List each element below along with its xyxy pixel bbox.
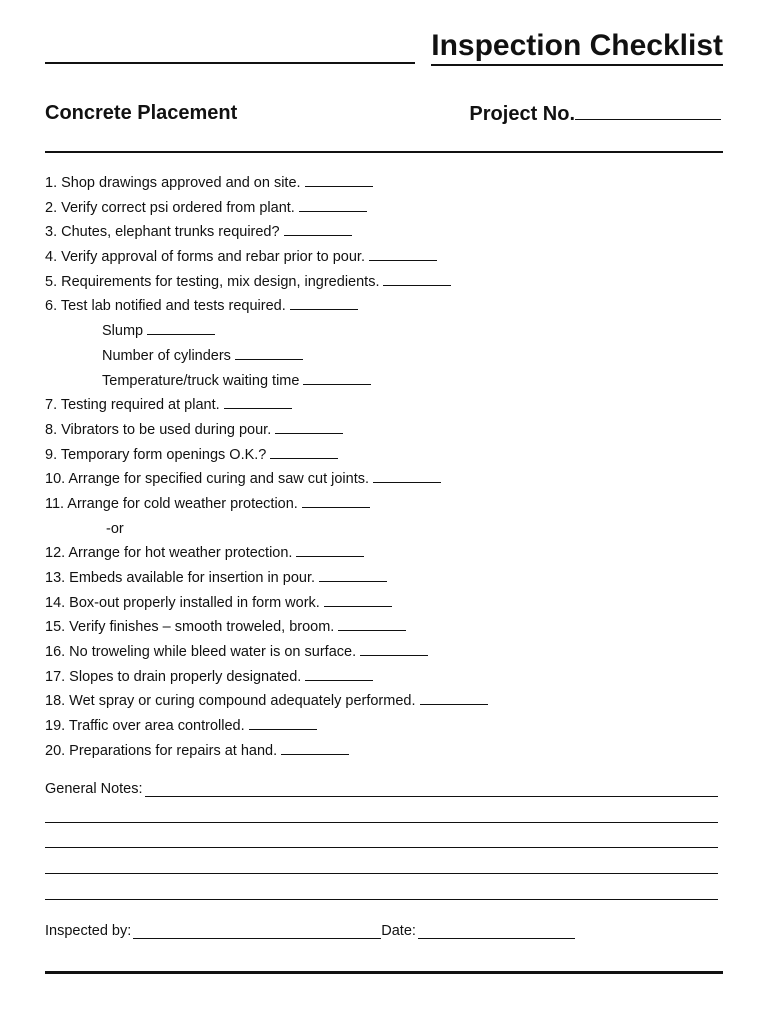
checklist-or-label [45,517,488,542]
checklist-item [45,245,488,270]
checklist-blank[interactable] [299,197,367,212]
checklist-blank[interactable] [383,271,451,286]
project-number-field[interactable] [469,101,721,126]
checklist-blank[interactable] [373,468,441,483]
checklist-item [45,541,488,566]
checklist-item [45,294,488,319]
checklist-item-text: Slump [102,323,144,340]
checklist-blank[interactable] [303,370,371,385]
checklist-item-text: 20. Preparations for repairs at hand. [45,742,278,759]
checklist-item [45,689,488,714]
checklist-item-text: 4. Verify approval of forms and rebar prior to pour. [45,249,365,266]
checklist-item-text: 7. Testing required at plant. [45,397,220,414]
title-row [45,28,723,66]
checklist-blank[interactable] [420,690,488,705]
checklist-item [45,196,488,221]
general-notes-section [45,777,718,900]
checklist-item-text: 6. Test lab notified and tests required. [45,298,286,315]
checklist-blank[interactable] [305,666,373,681]
checklist-item [45,467,488,492]
title-underline [45,62,415,64]
project-number-label: Project No. [469,103,575,125]
checklist-item [45,591,488,616]
checklist-item [45,665,488,690]
checklist-item [45,739,488,764]
checklist-item [45,344,488,369]
general-notes-label: General Notes: [45,781,143,797]
checklist-item [45,640,488,665]
checklist-blank[interactable] [284,221,352,236]
notes-line[interactable] [45,797,718,823]
page-title: Inspection Checklist [431,28,723,66]
checklist-item [45,615,488,640]
signoff-row [45,919,575,939]
checklist-item-text: 8. Vibrators to be used during pour. [45,421,272,438]
checklist-item [45,566,488,591]
checklist-blank[interactable] [302,493,370,508]
checklist-item [45,220,488,245]
notes-line[interactable] [45,874,718,900]
checklist-item-text: 1. Shop drawings approved and on site. [45,175,301,191]
checklist-item-text: 19. Traffic over area controlled. [45,718,245,735]
checklist-blank[interactable] [324,592,392,607]
checklist-item [45,270,488,295]
checklist-blank[interactable] [360,641,428,656]
checklist-item [45,369,488,394]
checklist-blank[interactable] [224,394,292,409]
checklist-blank[interactable] [319,567,387,582]
checklist-item-text: 2. Verify correct psi ordered from plant. [45,199,295,216]
checklist-blank[interactable] [147,320,215,335]
notes-line[interactable] [145,782,718,797]
checklist-item-text: -or [106,520,124,537]
checklist-item [45,492,488,517]
checklist-item-text: 3. Chutes, elephant trunks required? [45,224,280,241]
checklist-blank[interactable] [281,740,349,755]
inspected-by-blank[interactable] [133,924,381,939]
checklist-item-text: 10. Arrange for specified curing and saw cut joints. [45,471,370,488]
checklist [45,171,488,764]
notes-line[interactable] [45,848,718,874]
checklist-item [45,171,488,196]
checklist-item [45,418,488,443]
checklist-blank[interactable] [305,172,373,187]
checklist-item-text: 18. Wet spray or curing compound adequately performed. [45,693,416,710]
date-label: Date: [381,923,416,939]
checklist-item [45,714,488,739]
checklist-item-text: 16. No troweling while bleed water is on surface. [45,644,357,661]
checklist-blank[interactable] [296,542,364,557]
checklist-blank[interactable] [290,295,358,310]
checklist-item-text: 9. Temporary form openings O.K.? [45,446,267,463]
checklist-item [45,443,488,468]
date-blank[interactable] [418,924,575,939]
notes-line[interactable] [45,823,718,849]
checklist-item-text: 14. Box-out properly installed in form work. [45,594,320,611]
checklist-item-text: Number of cylinders [102,347,231,364]
checklist-item-text: 15. Verify finishes – smooth troweled, broom. [45,619,335,636]
checklist-blank[interactable] [249,715,317,730]
checklist-item-text: Temperature/truck waiting time [102,372,300,389]
checklist-item-text: 12. Arrange for hot weather protection. [45,545,293,562]
checklist-blank[interactable] [338,616,406,631]
project-number-blank[interactable] [575,101,721,120]
checklist-blank[interactable] [369,246,437,261]
header-divider [45,151,723,153]
checklist-blank[interactable] [235,345,303,360]
checklist-item [45,393,488,418]
checklist-item-text: 13. Embeds available for insertion in pour. [45,570,316,586]
checklist-blank[interactable] [275,419,343,434]
checklist-item-text: 11. Arrange for cold weather protection. [45,495,298,512]
inspected-by-label: Inspected by: [45,923,132,939]
checklist-item-text: 17. Slopes to drain properly designated. [45,668,302,685]
form-subtitle: Concrete Placement [45,102,238,124]
footer-divider [45,971,723,974]
checklist-item [45,319,488,344]
checklist-blank[interactable] [270,444,338,459]
checklist-item-text: 5. Requirements for testing, mix design, ingredients. [45,273,380,290]
